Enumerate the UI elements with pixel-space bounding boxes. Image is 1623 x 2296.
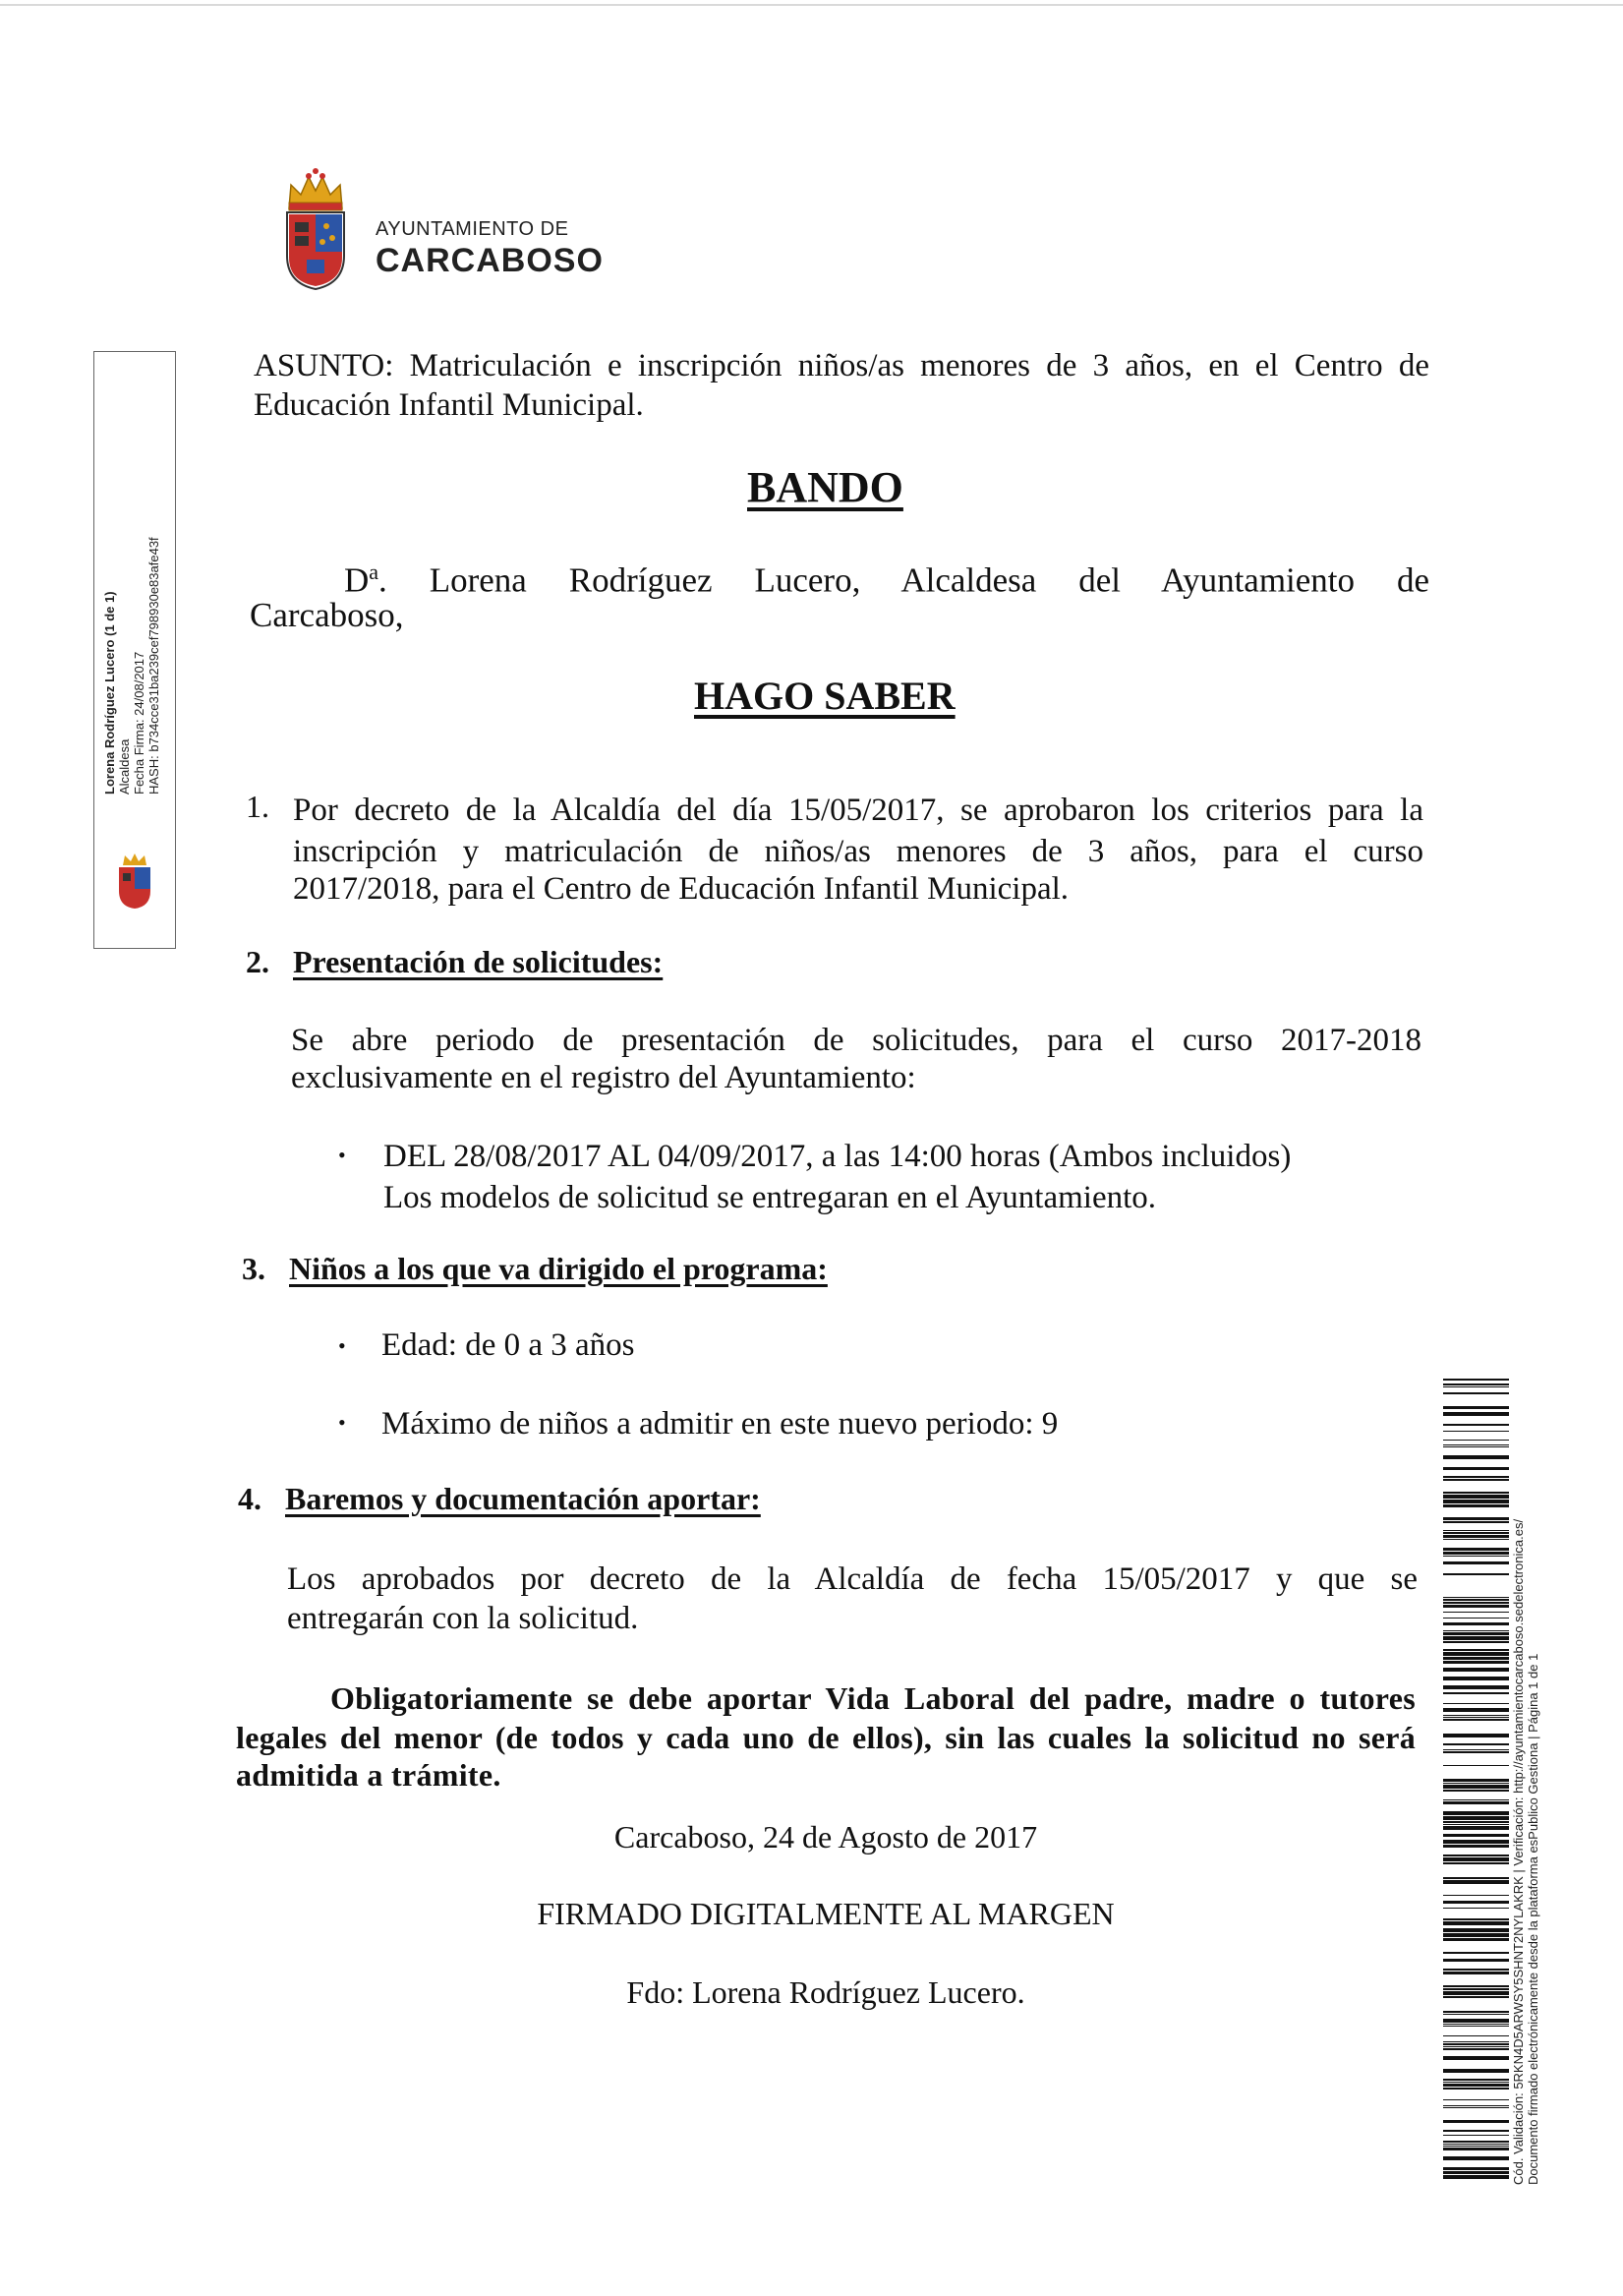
signature-line: Fdo: Lorena Rodríguez Lucero. xyxy=(626,1974,1025,2010)
bullet-icon: • xyxy=(338,1333,346,1358)
barcode-bar xyxy=(1443,1440,1509,1441)
item-4-text-2: entregarán con la solicitud. xyxy=(287,1601,639,1636)
intro-rest: . Lorena Rodríguez Lucero, Alcaldesa del Ayuntamiento de xyxy=(378,560,1429,600)
barcode-bar xyxy=(1443,1969,1509,1971)
barcode-bar xyxy=(1443,1661,1509,1664)
barcode-bar xyxy=(1443,1928,1509,1932)
intro-sup: a xyxy=(369,559,379,584)
validation-barcode xyxy=(1443,1379,1509,2185)
barcode-bar xyxy=(1443,2156,1509,2160)
item-2-title: Presentación de solicitudes: xyxy=(293,944,664,979)
barcode-bar xyxy=(1443,1406,1509,1409)
barcode-bar xyxy=(1443,2148,1509,2150)
item-4-title: Baremos y documentación aportar: xyxy=(285,1481,761,1516)
barcode-bar xyxy=(1443,1734,1509,1737)
barcode-bar xyxy=(1443,1921,1509,1925)
validation-text xyxy=(1511,1359,1550,2185)
barcode-bar xyxy=(1443,1649,1509,1651)
mandatory-line-3: admitida a trámite. xyxy=(236,1757,501,1793)
barcode-bar xyxy=(1443,2014,1509,2015)
barcode-bar xyxy=(1443,2035,1509,2036)
barcode-bar xyxy=(1443,1685,1509,1689)
barcode-bar xyxy=(1443,1476,1509,1478)
barcode-bar xyxy=(1443,1652,1509,1656)
barcode-bar xyxy=(1443,2146,1509,2147)
item-1-line-2: inscripción y matriculación de niños/as menores de 3 años, para el curso xyxy=(293,834,1423,869)
barcode-bar xyxy=(1443,2130,1509,2132)
barcode-bar xyxy=(1443,1765,1509,1766)
item-1-line-3: 2017/2018, para el Centro de Educación Infantil Municipal. xyxy=(293,871,1070,907)
barcode-bar xyxy=(1443,1692,1509,1694)
barcode-bar xyxy=(1443,1854,1509,1856)
barcode-bar xyxy=(1443,1521,1509,1523)
barcode-bar xyxy=(1443,2046,1509,2047)
validation-line-1: Cód. Validación: 5RKN4D5ARWSY5SHNT2NYLAKRK | Verificación: http://ayuntamientocarcaboso.sedelectronica.es/ xyxy=(1511,1518,1526,2185)
barcode-bar xyxy=(1443,1455,1509,1459)
barcode-bar xyxy=(1443,1908,1509,1909)
intro-line-1 xyxy=(344,553,1429,601)
barcode-bar xyxy=(1443,1938,1509,1941)
item-3-bullet-1: Edad: de 0 a 3 años xyxy=(381,1327,635,1363)
barcode-bar xyxy=(1443,1751,1509,1753)
barcode-bar xyxy=(1443,1530,1509,1531)
barcode-bar xyxy=(1443,1749,1509,1750)
barcode-bar xyxy=(1443,2107,1509,2108)
barcode-bar xyxy=(1443,1602,1509,1604)
item-4-text-1: Los aprobados por decreto de la Alcaldía de fecha 15/05/2017 y que se xyxy=(287,1561,1418,1597)
barcode-bar xyxy=(1443,1952,1509,1954)
barcode-bar xyxy=(1443,1811,1509,1815)
item-2-number: 2. xyxy=(246,944,269,979)
barcode-bar xyxy=(1443,1901,1509,1904)
intro-d: D xyxy=(344,560,370,600)
barcode-bar xyxy=(1443,2088,1509,2090)
barcode-bar xyxy=(1443,1386,1509,1387)
barcode-bar xyxy=(1443,1824,1509,1825)
barcode-bar xyxy=(1443,1605,1509,1608)
barcode-bar xyxy=(1443,1918,1509,1920)
barcode-bar xyxy=(1443,2167,1509,2170)
barcode-bar xyxy=(1443,1630,1509,1631)
barcode-bar xyxy=(1443,1790,1509,1792)
barcode-bar xyxy=(1443,1379,1509,1381)
barcode-bar xyxy=(1443,2120,1509,2123)
barcode-bar xyxy=(1443,1845,1509,1848)
barcode-bar xyxy=(1443,2026,1509,2027)
item-2-bullet-line-1: DEL 28/08/2017 AL 04/09/2017, a las 14:00 horas (Ambos incluidos) xyxy=(383,1139,1292,1174)
barcode-bar xyxy=(1443,1535,1509,1538)
barcode-bar xyxy=(1443,1467,1509,1470)
municipal-logo xyxy=(281,167,606,295)
barcode-bar xyxy=(1443,1444,1509,1445)
barcode-bar xyxy=(1443,1431,1509,1432)
barcode-bar xyxy=(1443,1991,1509,1995)
barcode-bar xyxy=(1443,1801,1509,1804)
org-label: AYUNTAMIENTO DE xyxy=(376,218,569,240)
barcode-bar xyxy=(1443,1972,1509,1974)
barcode-bar xyxy=(1443,1383,1509,1385)
barcode-bar xyxy=(1443,1985,1509,1987)
barcode-bar xyxy=(1443,2043,1509,2045)
stamp-crest-icon xyxy=(105,852,164,911)
subject-line-1: ASUNTO: Matriculación e inscripción niños/as menores de 3 años, en el Centro de xyxy=(254,348,1429,383)
bullet-icon: • xyxy=(338,1410,346,1435)
barcode-bar xyxy=(1443,1677,1509,1680)
barcode-bar xyxy=(1443,1959,1509,1962)
stamp-role: Alcaldesa xyxy=(117,738,132,795)
barcode-bar xyxy=(1443,1877,1509,1879)
mandatory-line-1: Obligatoriamente se debe aportar Vida Laboral del padre, madre o tutores xyxy=(330,1680,1416,1716)
barcode-bar xyxy=(1443,1632,1509,1635)
barcode-bar xyxy=(1443,1895,1509,1896)
barcode-bar xyxy=(1443,1857,1509,1861)
barcode-bar xyxy=(1443,1492,1509,1494)
barcode-bar xyxy=(1443,1479,1509,1481)
barcode-bar xyxy=(1443,2011,1509,2013)
barcode-bar xyxy=(1443,2048,1509,2050)
stamp-hash: HASH: b734cce31ba239cef798930e83afe43f xyxy=(146,537,161,795)
stamp-date: Fecha Firma: 24/08/2017 xyxy=(132,651,146,795)
item-3-number: 3. xyxy=(242,1251,265,1286)
item-2-text-1: Se abre periodo de presentación de solicitudes, para el curso 2017-2018 xyxy=(291,1023,1421,1058)
barcode-bar xyxy=(1443,1504,1509,1507)
barcode-bar xyxy=(1443,2171,1509,2174)
barcode-bar xyxy=(1443,1392,1509,1394)
item-3-bullet-2: Máximo de niños a admitir en este nuevo periodo: 9 xyxy=(381,1406,1059,1442)
barcode-bar xyxy=(1443,1715,1509,1716)
barcode-bar xyxy=(1443,1636,1509,1640)
barcode-bar xyxy=(1443,1840,1509,1844)
barcode-bar xyxy=(1443,1996,1509,1998)
barcode-bar xyxy=(1443,1561,1509,1564)
item-4-number: 4. xyxy=(238,1481,261,1516)
validation-line-2: Documento firmado electrónicamente desde la plataforma esPublico Gestiona | Página 1 de 1 xyxy=(1526,1653,1540,2185)
barcode-bar xyxy=(1443,1708,1509,1712)
signed-note: FIRMADO DIGITALMENTE AL MARGEN xyxy=(537,1896,1115,1931)
barcode-bar xyxy=(1443,1548,1509,1551)
barcode-bar xyxy=(1443,1552,1509,1555)
barcode-bar xyxy=(1443,2105,1509,2106)
place-date: Carcaboso, 24 de Agosto de 2017 xyxy=(613,1819,1038,1854)
barcode-bar xyxy=(1443,1783,1509,1784)
barcode-bar xyxy=(1443,2024,1509,2025)
barcode-bar xyxy=(1443,1779,1509,1782)
signature-stamp-text xyxy=(102,519,161,795)
barcode-bar xyxy=(1443,2069,1509,2073)
barcode-bar xyxy=(1443,1597,1509,1598)
barcode-bar xyxy=(1443,1612,1509,1613)
barcode-bar xyxy=(1443,2082,1509,2083)
item-1-number: 1. xyxy=(246,789,269,824)
scan-top-line xyxy=(0,4,1623,6)
barcode-bar xyxy=(1443,2141,1509,2143)
barcode-bar xyxy=(1443,2041,1509,2042)
barcode-bar xyxy=(1443,2084,1509,2087)
barcode-bar xyxy=(1443,2019,1509,2023)
barcode-bar xyxy=(1443,1500,1509,1503)
subject-line-2: Educación Infantil Municipal. xyxy=(254,387,644,423)
barcode-bar xyxy=(1443,1799,1509,1800)
barcode-bar xyxy=(1443,1703,1509,1704)
barcode-bar xyxy=(1443,2144,1509,2145)
page-subtitle: HAGO SABER xyxy=(694,674,956,718)
barcode-bar xyxy=(1443,1933,1509,1937)
barcode-bar xyxy=(1443,2079,1509,2081)
barcode-bar xyxy=(1443,1517,1509,1520)
barcode-bar xyxy=(1443,1412,1509,1416)
barcode-bar xyxy=(1443,1532,1509,1534)
item-1-line-1: Por decreto de la Alcaldía del día 15/05/2017, se aprobaron los criterios para la xyxy=(293,793,1423,828)
barcode-bar xyxy=(1443,1622,1509,1625)
item-3-title: Niños a los que va dirigido el programa: xyxy=(289,1251,828,1286)
org-name: CARCABOSO xyxy=(376,242,604,279)
coat-of-arms-icon xyxy=(281,167,350,291)
barcode-bar xyxy=(1443,1880,1509,1884)
barcode-bar xyxy=(1443,1719,1509,1721)
stamp-signer: Lorena Rodríguez Lucero (1 de 1) xyxy=(102,591,117,795)
barcode-bar xyxy=(1443,1821,1509,1823)
barcode-bar xyxy=(1443,2175,1509,2179)
barcode-bar xyxy=(1443,1988,1509,1990)
page-title: BANDO xyxy=(747,463,903,511)
barcode-bar xyxy=(1443,2056,1509,2060)
barcode-bar xyxy=(1443,2135,1509,2136)
barcode-bar xyxy=(1443,1834,1509,1837)
item-2-text-2: exclusivamente en el registro del Ayuntamiento: xyxy=(291,1060,916,1095)
item-2-bullet-line-2: Los modelos de solicitud se entregaran en el Ayuntamiento. xyxy=(383,1180,1157,1215)
barcode-bar xyxy=(1443,1556,1509,1557)
barcode-bar xyxy=(1443,1641,1509,1643)
barcode-bar xyxy=(1443,1573,1509,1575)
intro-line-2: Carcaboso, xyxy=(250,596,404,634)
barcode-bar xyxy=(1443,1668,1509,1672)
barcode-bar xyxy=(1443,1657,1509,1660)
barcode-bar xyxy=(1443,1743,1509,1745)
barcode-bar xyxy=(1443,1599,1509,1601)
barcode-bar xyxy=(1443,1816,1509,1820)
barcode-bar xyxy=(1443,1424,1509,1426)
barcode-bar xyxy=(1443,1495,1509,1499)
bullet-icon: • xyxy=(338,1143,346,1167)
barcode-bar xyxy=(1443,1862,1509,1864)
barcode-bar xyxy=(1443,1539,1509,1540)
barcode-bar xyxy=(1443,1618,1509,1619)
barcode-bar xyxy=(1443,2099,1509,2100)
barcode-bar xyxy=(1443,1717,1509,1718)
barcode-bar xyxy=(1443,1826,1509,1830)
mandatory-line-2: legales del menor (de todos y cada uno de ellos), sin las cuales la solicitud no será xyxy=(236,1720,1416,1755)
barcode-bar xyxy=(1443,1785,1509,1789)
barcode-bar xyxy=(1443,1446,1509,1447)
